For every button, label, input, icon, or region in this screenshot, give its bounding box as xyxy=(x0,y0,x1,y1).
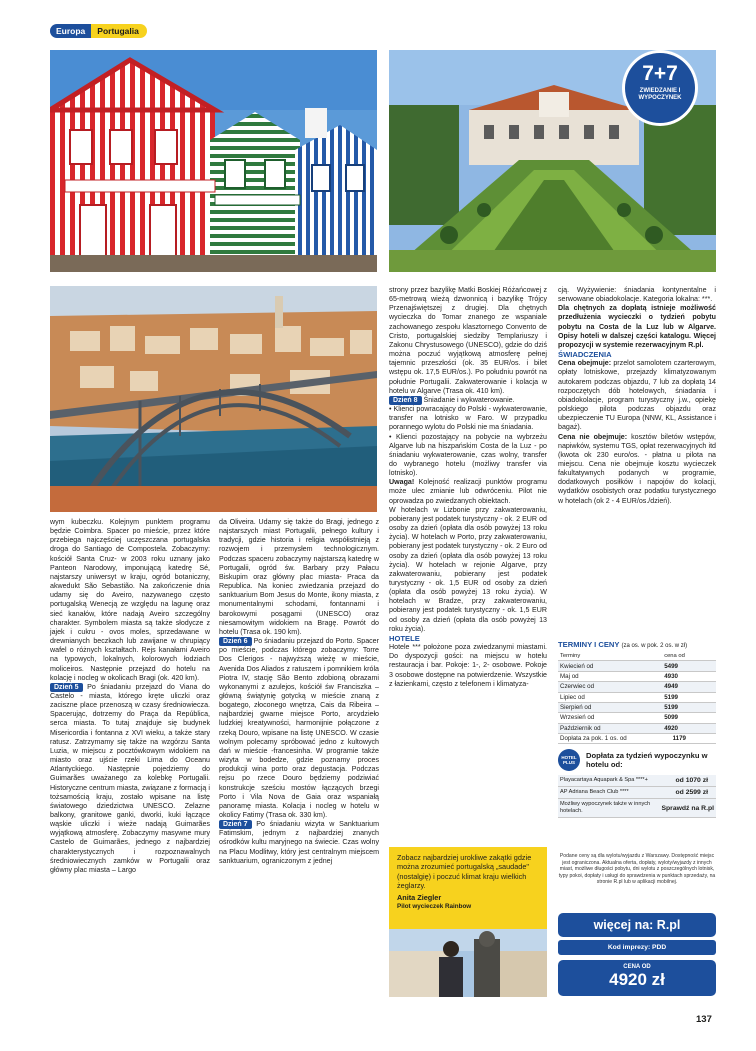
pilot-role: Pilot wycieczek Rainbow xyxy=(397,903,472,911)
badge-number: 7+7 xyxy=(642,62,678,85)
price-box xyxy=(558,960,716,996)
term-cell: Kwiecień od xyxy=(558,661,654,671)
stay-clients-note: • Klienci pozostający na pobycie na wybrzeżu Algarve lub na hiszpańskim Costa de la Luz - po śniadaniu wykwaterowanie, czas wolny, transfer do wybranego hotelu (możliwy transfer via lotnisko). xyxy=(389,432,547,478)
prices-heading xyxy=(558,640,716,649)
hotel-extension-title: Dopłata za tydzień wypoczynku w hotelu od: xyxy=(586,751,708,769)
pilot-quote-text: Zobacz najbardziej urokliwe zakątki gdzie można zrozumieć portugalską „saudade" (nostalgię) i poczuć klimat kraju wielkich żeglarzy. xyxy=(397,853,532,890)
prices-section xyxy=(558,640,716,744)
prices-header-price: cena od xyxy=(654,652,716,661)
hotele-text: Hotele *** położone poza zwiedzanymi miastami. Do dyspozycji gości: na miejscu w hotelu restauracja i bar. Pokoje: 1-, 2- osobowe. Pokoje 3 osobowe dostępne na potwierdzenie. Wszystkie z łazienkami, często z telefonem i klimatyza- xyxy=(389,643,547,688)
badge-7-plus-7 xyxy=(622,50,698,126)
price-label: CENA OD xyxy=(623,964,651,970)
day-5-text: Po śniadaniu przejazd do Viana do Castelo - miasta, którego kręte uliczki oraz zaciszne place przenoszą w czasy średniowiecza. Spacerując, dotrzemy do Praça da República, serca miasta. To tutaj znajduje się budynek Misericordia i fontanna z XVI wieku, a także stary ratusz. Zatrzymamy się także na wzgórzu Santa Luzia, w miejscu z pocztówkowym widokiem na miasto oraz ujście rzeki Lima do Oceanu Atlantyckiego. Następnie pojedziemy do Guimarães uważanego za kolebkę Portugalii. Historyczne centrum miasta, związane z formacją i tożsamością kraju, zostało wpisane na listę światowego dziedzictwa UNESCO. Zelazne balkony, granitowe ganki, dworki, kuki łączące wąskie uliczki i wieże nadają Guimarães wyjątkową atmosferę. Zobaczymy masywne mury Castelo de Guimarães, jednego z najbardziej charakterystycznych i rozpoznawalnych średniowiecznych zamków w Portugalii oraz główny plac miasta – Largo xyxy=(50,682,210,874)
text-column-4 xyxy=(558,286,716,506)
cena-obejmuje-label: Cena obejmuje: xyxy=(558,359,612,368)
pilot-name: Anita Ziegler xyxy=(397,893,442,903)
price-cell: 5199 xyxy=(654,702,716,712)
text-column-1 xyxy=(50,518,210,875)
breadcrumb xyxy=(50,24,147,38)
table-row xyxy=(558,713,716,723)
term-cell: Maj od xyxy=(558,671,654,681)
hotel-name: Możliwy wypoczynek także w innych hotelach. xyxy=(560,801,651,814)
table-row xyxy=(558,702,716,712)
text-column-3 xyxy=(389,286,547,689)
prices-header-term: Terminy xyxy=(558,652,654,661)
table-row xyxy=(558,661,716,671)
cena-obejmuje-text: przelot samolotem czarterowym, opłaty lotniskowe, przejazdy klimatyzowanym autokarem podczas objazdu, 7 lub za dopłatą 14 rozpoczętych dób hotelowych, śniadania i obiadokolacje, program turystyczny j.w., opiekę polskiego pilota podczas objazdu oraz ubezpieczenie TU Europa (NNW, KL, Assistance i bagaż). xyxy=(558,359,716,432)
photo-costa-nova-houses xyxy=(50,50,377,272)
extension-offer-text: Dla chętnych za dopłatą istnieje możliwość przedłużenia wycieczki o tydzień pobytu pobytu na Costa de la Luz lub w Algarve. Opisy hoteli w dalszej części katalogu. Więcej propozycji w systemie rezerwacyjnym R.pl. xyxy=(558,304,716,349)
hotel-price: od 1070 zł xyxy=(675,777,708,784)
photo-porto-bridge xyxy=(50,286,377,512)
return-clients-note: • Klienci powracający do Polski - wykwaterowanie, transfer na lotnisko w Faro. W przypadku porannego wylotu do Polski nie ma śniadania. xyxy=(389,405,547,432)
badge-label: ZWIEDZANIE I WYPOCZYNEK xyxy=(638,88,682,101)
price-cell: 5499 xyxy=(654,661,716,671)
hotel-plus-icon: HOTEL PLUS xyxy=(558,749,580,771)
term-cell: Sierpień od xyxy=(558,702,654,712)
hotel-row[interactable] xyxy=(558,775,716,787)
hotele-heading: HOTELE xyxy=(389,633,420,643)
hotel-price: Sprawdź na R.pl xyxy=(661,804,714,812)
term-cell: Czerwiec od xyxy=(558,682,654,692)
uwaga-label: Uwaga! xyxy=(389,478,415,487)
table-row xyxy=(558,734,716,744)
page-number: 137 xyxy=(696,1014,712,1025)
tourist-tax-text: W hotelach w Lizbonie przy zakwaterowaniu, pobierany jest podatek turystyczny - ok. 2 EUR od osoby za dzień (opłata dla osób powyżej 13 roku życia). W hotelach w Porto, przy zakwaterowaniu, pobierany jest podatek turystyczny - ok. 2 Euro od osoby za dzień (opłata dla osób powyżej 13 roku życia). W hotelach w rejonie Algarve, przy zakwaterowaniu, pobierany jest podatek turystyczny - ok. 1,5 EUR od osoby za dzień (opłata dla osób powyżej 13 roku życia). W hotelach w Bradze, przy zakwaterowaniu, pobierany jest podatek turystyczny - ok. 1,5 EUR od osoby za dzień (opłata dla osób powyżej 13 roku życia). xyxy=(389,505,547,633)
more-info-button[interactable]: więcej na: R.pl xyxy=(558,913,716,937)
day-8-label: Dzień 8 xyxy=(389,396,422,405)
price-cell: 4920 xyxy=(654,723,716,733)
price-cell: 5099 xyxy=(654,713,716,723)
term-cell: Lipiec od xyxy=(558,692,654,702)
table-row xyxy=(558,723,716,733)
day-5-label: Dzień 5 xyxy=(50,683,83,692)
day4-continued: wym kubeczku. Kolejnym punktem programu będzie Coimbra. Spacer po mieście, przez które przebiega najczęściej uczęszczana portugalska droga do Santiago de Compostela. Zobaczymy: kościół Santa Cruz- w 2003 roku uznany jako Panteon Narodowy, imponującą katedrę Sé, najstarszy uniwersyt w kraju, ogród botaniczny, akwedukt São Sebastião. Na zakończenie dnia udamy się do Aveiro, nazywanego często portugalską Wenecją ze względu na lagunę oraz sieć kanałów, które nadają Aveiro szczególny charakter. Symbolem miasta są także słodycze z jajek i cukru - ovos moles, sprzedawane w drewnianych beczkach lub zawijane w chrupiący wafel o różnych kształtach. Rejs kanałami Aveiro na typowych, lokalnych, kolorowych łodziach moliceiros. Następnie przejazd do hotelu na kolację i nocleg w okolicach Bragi (ok. 420 km). xyxy=(50,518,210,682)
hotel-price: od 2599 zł xyxy=(675,789,708,796)
prices-header-row xyxy=(558,652,716,661)
table-row xyxy=(558,692,716,702)
prices-title: TERMINY I CENY xyxy=(558,640,620,649)
day7-continued: strony przez bazylikę Matki Boskiej Różańcowej z 65-metrową wieżą dzwonnicą i bazylikę Trójcy Przenajświętszej z drugiej. Dla chętnych wycieczka do Tomar znanego ze wspaniale zachowanego zespołu klasztornego Convento de Cristo, portugalskiej siedziby Templariuszy i Zakonu Chrystusowego (UNESCO), gdzie do dziś można poczuć wyjątkową atmosferę pełnej tajemnic przeszłości (ok. 35 EUR/os. i bilet wstępu ok. 17,5 EUR/os.). Po południu powrót na południe Portugalii. Zakwaterowanie i kolacja w hotelu w Algarve (Trasa ok. 410 km). xyxy=(389,286,547,395)
fine-print: Podane ceny są dla wylotu/wyjazdu z Warszawy. Dostępność miejsc jest ograniczona. Aktualna oferta, dopłaty, wyloty/wyjazdy z innych miast, możliwe długości pobytu, dni wylotu z poszczególnych lotnisk, typy pokoi, dopłaty i usługi do sprawdzenia w punktach sprzedaży, na stronie R.pl lub w aplikacji mobilnej. xyxy=(558,853,716,886)
breadcrumb-country[interactable]: Portugalia xyxy=(91,24,147,38)
hotel-name: Playacartaya Aquapark & Spa ****+ xyxy=(560,777,648,783)
price-cell: 4949 xyxy=(654,682,716,692)
cena-nie-obejmuje-text: kosztów biletów wstępów, napiwków, systemu TGS, opłat rezerwacyjnych itd (kwota ok 230 euro/os. - płatna u pilota na miejscu. Cena nie obejmuje kosztu wycieczek fakultatywnych podanych w programie, dodatkowych posiłków i napojów do kolacji, wydatków osobistych oraz podatku turystycznego w hotelach (ok 2 - 4 EUR/os./dzień). xyxy=(558,432,716,505)
prices-subtitle: (za os. w pok. 2 os. w zł) xyxy=(621,643,688,649)
day-7-text: Po śniadaniu wizyta w Sanktuarium Fatimskim, jednym z najbardziej znanych ośrodków kultu maryjnego na świecie. Czas wolny na Placu Modlitwy, który jest centralnym miejscem sanktuarium, ograniczonym z jednej xyxy=(219,820,379,865)
uwaga-text: Kolejność realizacji punktów programu może ulec zmianie lub odwróceniu. Pilot nie oprowadza po zwiedzanych obiektach. xyxy=(389,478,547,505)
day5-continued: da Oliveira. Udamy się także do Bragi, jednego z najstarszych miast Portugalii, pełnego kultury i tradycji, gdzie historia i religia współistnieją z rozwojem i przemysłem technologicznym. Podczas spaceru zobaczymy najstarszą katedrę w Portugalii, ogród św. Barbary przy Pałacu Biskupim oraz główny plac miasta- Praca da Republica. Na koniec zwiedzania przejazd do sanktuarium Bom Jesus do Monte, ikony miasta, z monumentalnymi schodami, fontannami i barokowymi posągami (UNESCO) oraz niesamowitym widokiem na Bragę. Powrót do hotelu (Trasa ok. 190 km). xyxy=(219,518,379,636)
day-6-label: Dzień 6 xyxy=(219,637,252,646)
cena-nie-obejmuje-label: Cena nie obejmuje: xyxy=(558,432,628,441)
text-column-2 xyxy=(219,518,379,866)
hotel-row[interactable] xyxy=(558,799,716,818)
term-cell: Wrzesień od xyxy=(558,713,654,723)
term-cell: Październik od xyxy=(558,723,654,733)
price-cell: 4930 xyxy=(654,671,716,681)
hotele-continued: cją. Wyżywienie: śniadania kontynentalne i serwowane obiadokolacje. Kategoria lokalna: ***. xyxy=(558,286,716,304)
table-row xyxy=(558,682,716,692)
day-6-text: Po śniadaniu przejazd do Porto. Spacer po mieście, podczas którego zobaczymy: Torre Dos Clerigos - najwyższą wieżę w mieście, Avenida Dos Aliados z ratuszem i pomnikiem króla Piotra IV, stację São Bento zdobioną obrazami wykonanymi z azulejos, kościół św Franciszka –główną świątynię gotycką w mieście znaną z bogatego, złoconego wnętrza, Cais da Ribeira – najbardziej gwarne miejsce Porto, arcydzieło ludzkiej kreatywności, harmonijnie połączone z rzeką Douro, wpisane na listę UNESCO. W czasie wolnym polecamy spróbować jedno z kultowych dań w mieście -francesinha. W programie także wizyta w bodedze, gdzie poznamy proces produkcji wina porto oraz degustacja. Podczas rejsu po rzece Douro będziemy podziwiać konstrukcje sześciu mostów łączących brzegi Porto i Vila Nova de Gaia oraz wspaniałą panoramę miasta. Kolacja i nocleg w hotelu w okolicy Fatimy (Trasa ok. 330 km). xyxy=(219,637,379,819)
price-cell: 1179 xyxy=(654,734,716,744)
day-7-label: Dzień 7 xyxy=(219,820,252,829)
trip-code: Kod imprezy: PDD xyxy=(558,940,716,955)
photo-pilot xyxy=(389,929,547,997)
prices-table xyxy=(558,652,716,744)
breadcrumb-region[interactable]: Europa xyxy=(50,24,91,38)
table-row xyxy=(558,671,716,681)
pilot-quote-box xyxy=(389,847,547,929)
hotel-extension-box xyxy=(558,749,716,818)
day-8-text: Śniadanie i wykwaterowanie. xyxy=(421,395,515,404)
price-value: 4920 zł xyxy=(609,970,665,989)
hotel-extension-head xyxy=(558,749,716,771)
swiadczenia-heading: ŚWIADCZENIA xyxy=(558,350,612,360)
hotel-name: AP Adriana Beach Club **** xyxy=(560,789,629,795)
price-cell: 5199 xyxy=(654,692,716,702)
term-cell: Dopłata za pok. 1 os. od xyxy=(558,734,654,744)
hotel-row[interactable] xyxy=(558,787,716,799)
